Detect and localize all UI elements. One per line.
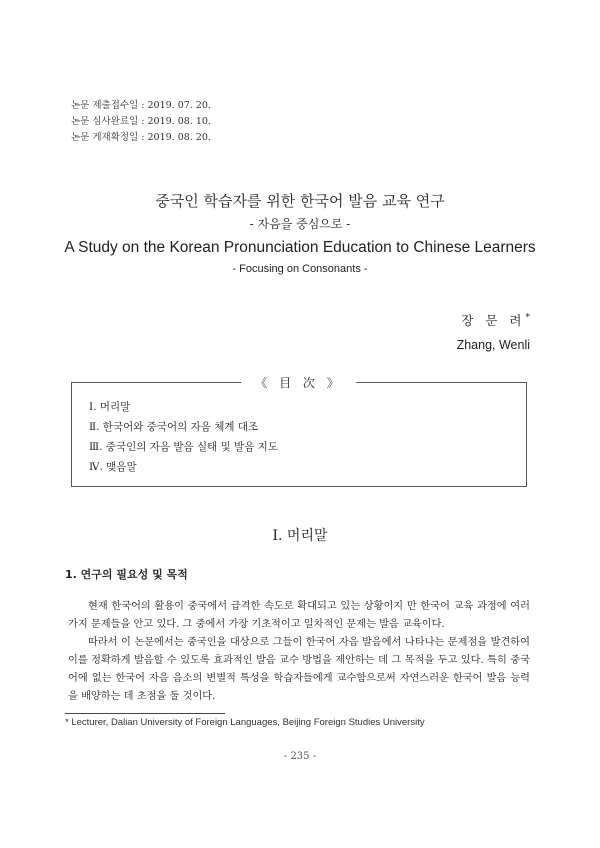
korean-title: 중국인 학습자를 위한 한국어 발음 교육 연구 <box>155 192 445 210</box>
korean-subtitle: - 자음을 중심으로 - <box>249 217 351 231</box>
footnote: * Lecturer, Dalian University of Foreign Languages, Beijing Foreign Studies University <box>65 717 425 728</box>
body-text <box>68 598 530 706</box>
submission-dates <box>71 98 211 146</box>
acceptance-date: 논문 게재확정일 : 2019. 08. 20. <box>71 132 211 143</box>
table-of-contents <box>71 376 527 487</box>
author-block <box>457 308 530 355</box>
english-subtitle: - Focusing on Consonants - <box>232 263 368 275</box>
section-heading: Ⅰ. 머리말 <box>272 528 328 544</box>
footnote-mark: * <box>525 313 530 323</box>
paragraph: 현재 한국어의 활용이 중국에서 급격한 속도로 확대되고 있는 상황이지 만 한국어 교육 과정에 여러 가지 문제들을 안고 있다. 그 중에서 가장 기초적이고 일차적인 문제는 발음 교육이다. <box>68 601 530 630</box>
toc-list <box>89 397 278 477</box>
title-block <box>0 190 600 278</box>
paragraph: 따라서 이 논문에서는 중국인을 대상으로 그들이 한국어 자음 발음에서 나타나는 문제점을 발견하여 이를 정확하게 발음할 수 있도록 효과적인 발음 교수 방법을 제안하는 데 그 목적을 두고 있다. 특히 중국어에 없는 한국어 자음 음소의 변별적 특성을 학습자들에게 교수함으로써 자연스러운 한국어 발음 능력을 배양하는 데 초점을 둘 것이다. <box>68 637 530 702</box>
toc-item: Ⅳ. 맺음말 <box>89 461 137 473</box>
footnote-divider <box>65 713 225 714</box>
review-date: 논문 심사완료일 : 2019. 08. 10. <box>71 116 211 127</box>
subsection-heading: 1. 연구의 필요성 및 목적 <box>65 568 188 581</box>
page-number: - 235 - <box>283 751 317 762</box>
toc-item: Ⅱ. 한국어와 중국어의 자음 체계 대조 <box>89 421 259 433</box>
toc-item: Ⅰ. 머리말 <box>89 401 131 413</box>
author-korean-name: 장 문 려* <box>461 313 530 329</box>
toc-item: Ⅲ. 중국인의 자음 발음 실태 및 발음 지도 <box>89 441 278 453</box>
toc-title: 《 目 次 》 <box>241 374 356 392</box>
author-english-name: Zhang, Wenli <box>456 338 530 353</box>
english-title: A Study on the Korean Pronunciation Education to Chinese Learners <box>64 239 536 256</box>
submission-date: 논문 제출접수일 : 2019. 07. 20. <box>71 100 211 111</box>
